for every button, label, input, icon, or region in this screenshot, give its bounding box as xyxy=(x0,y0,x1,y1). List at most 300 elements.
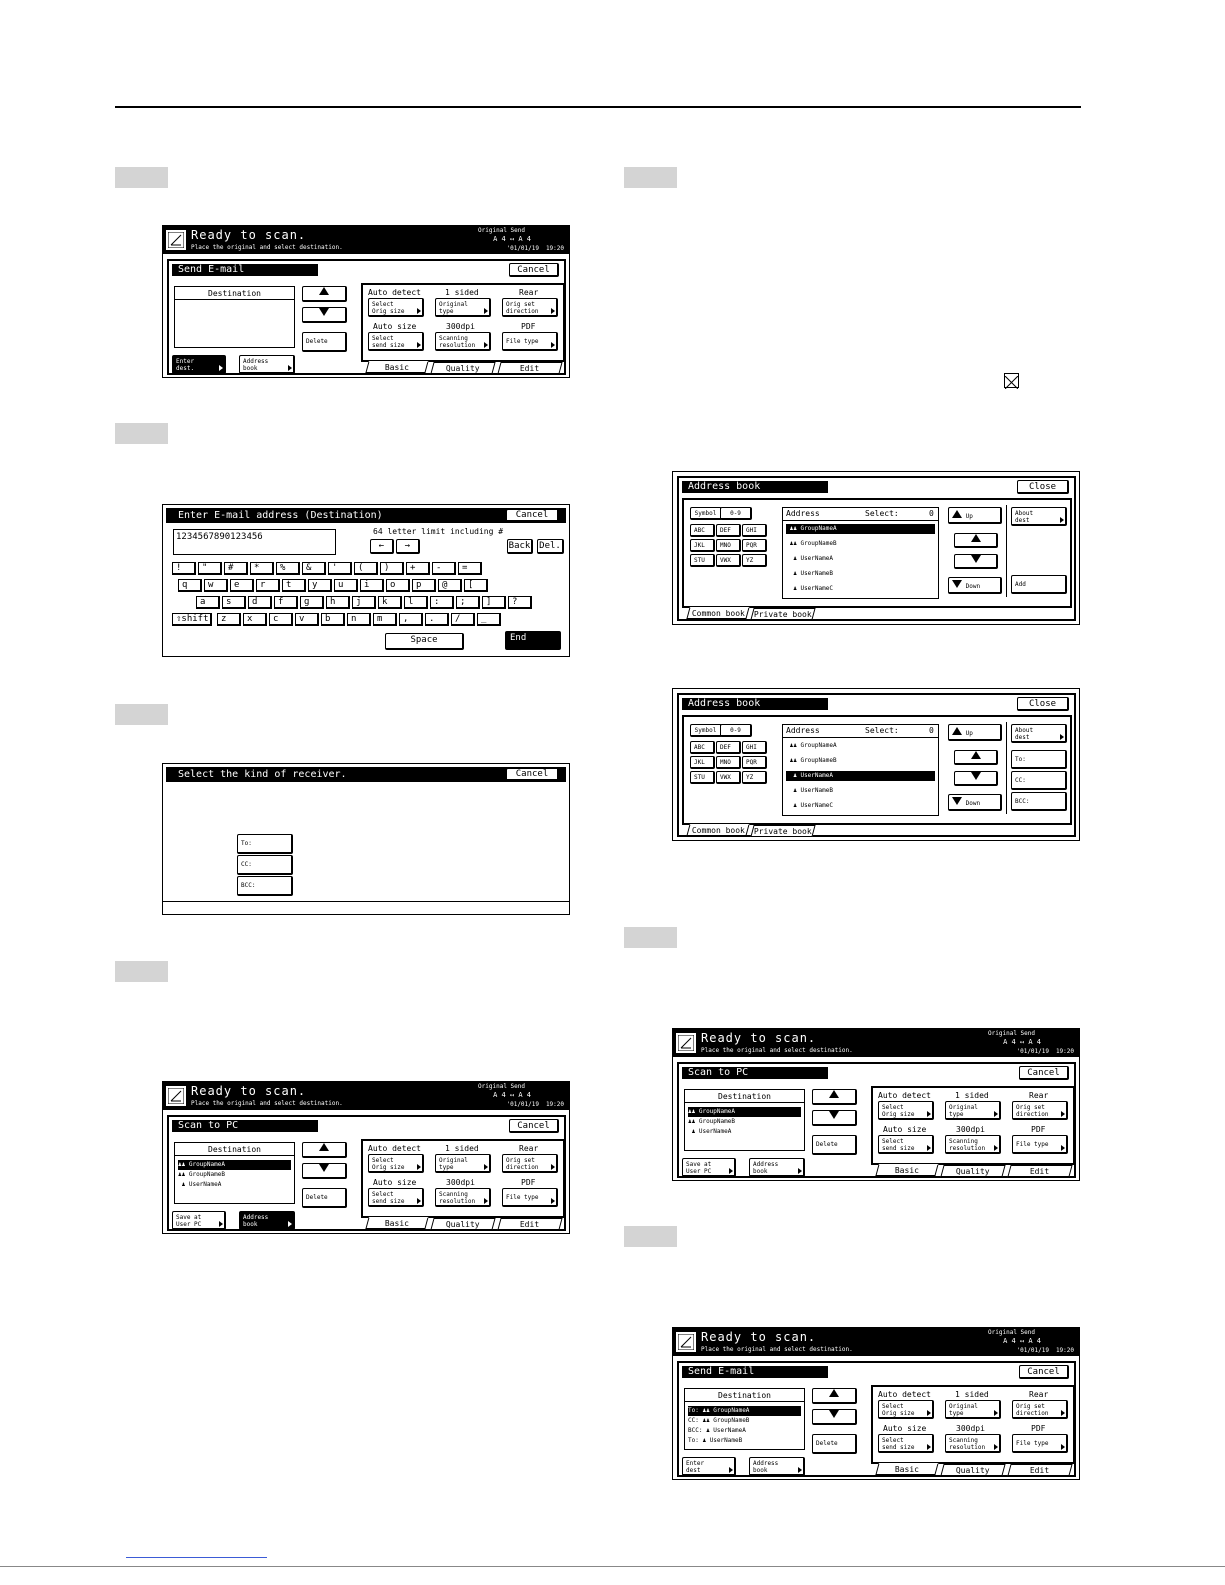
orig-set-direction-label: Orig set direction xyxy=(506,301,539,315)
orig-set-direction-button[interactable] xyxy=(502,298,558,317)
list-item[interactable]: ♟♟ GroupNameA xyxy=(786,742,837,749)
index-key[interactable]: VWX xyxy=(716,771,741,784)
pdf-label: PDF xyxy=(521,1178,536,1187)
dpi-label: 300dpi xyxy=(956,1424,985,1433)
scanner-icon xyxy=(676,1332,696,1352)
about-dest-button[interactable] xyxy=(1011,507,1067,526)
screen-title: Enter E-mail address (Destination) xyxy=(166,508,566,523)
select-orig-size-button[interactable] xyxy=(368,298,424,317)
select-orig-size-label: Select Orig size xyxy=(882,1104,915,1118)
list-item[interactable]: ♟♟ GroupNameB xyxy=(786,757,837,764)
orig-set-direction-label: Orig set direction xyxy=(1016,1104,1049,1118)
original-type-button[interactable] xyxy=(435,298,491,317)
index-key[interactable]: MNO xyxy=(716,539,741,552)
address-book-button[interactable] xyxy=(239,1211,295,1230)
keyboard-key[interactable]: = xyxy=(458,562,482,575)
keyboard-key[interactable]: - xyxy=(432,562,456,575)
cancel-button[interactable]: Cancel xyxy=(509,1119,559,1133)
address-book-button[interactable] xyxy=(749,1158,805,1177)
address-book-label: Address book xyxy=(753,1161,779,1175)
divider xyxy=(163,901,570,902)
status-header xyxy=(673,1328,1079,1356)
tab-quality[interactable] xyxy=(940,1464,1005,1476)
list-item[interactable]: CC: ♟♟ GroupNameB xyxy=(688,1417,750,1424)
page-down-button[interactable] xyxy=(948,794,1002,811)
keyboard-key[interactable]: h xyxy=(326,596,350,609)
index-key[interactable]: PQR xyxy=(742,756,767,769)
scroll-up-button[interactable] xyxy=(302,1142,347,1158)
tab-private-book-label: Private book xyxy=(753,827,812,836)
keyboard-key[interactable]: ; xyxy=(456,596,480,609)
numbers-key[interactable]: 0-9 xyxy=(720,724,752,737)
keyboard-key[interactable]: ? xyxy=(508,596,532,609)
up-arrow-icon xyxy=(829,1389,839,1397)
list-item[interactable]: ♟♟ GroupNameB xyxy=(688,1118,735,1125)
file-type-button[interactable] xyxy=(1012,1434,1068,1453)
keyboard-key[interactable]: u xyxy=(334,579,358,592)
close-button[interactable]: Close xyxy=(1017,480,1069,494)
keyboard-key[interactable]: " xyxy=(198,562,222,575)
cursor-right-button[interactable]: → xyxy=(396,539,420,554)
numbers-key[interactable]: 0-9 xyxy=(720,507,752,520)
tab-quality[interactable] xyxy=(430,1218,495,1230)
tab-quality[interactable] xyxy=(430,362,495,374)
list-item-label: UserNameA xyxy=(800,772,833,779)
to-button[interactable]: To: xyxy=(1011,750,1067,769)
scanning-resolution-button[interactable] xyxy=(435,1188,491,1207)
settings-panel xyxy=(361,1139,565,1218)
paper-size: A 4 ↤ A 4 xyxy=(1003,1337,1041,1345)
cc-button[interactable]: CC: xyxy=(237,855,293,875)
tab-private-book[interactable] xyxy=(750,825,815,837)
list-item[interactable]: ♟ UserNameA xyxy=(688,1128,732,1135)
select-label: Select: xyxy=(865,509,899,518)
scan-to-pc-screen xyxy=(162,1081,570,1234)
cc-button[interactable]: CC: xyxy=(1011,771,1067,790)
keyboard-key[interactable]: g xyxy=(300,596,324,609)
address-header: Address xyxy=(786,726,820,735)
select-orig-size-button[interactable] xyxy=(878,1400,934,1419)
tab-edit[interactable] xyxy=(1007,1165,1072,1177)
scroll-down-button[interactable] xyxy=(302,1163,347,1179)
down-arrow-icon xyxy=(319,1164,329,1172)
scroll-up-button[interactable] xyxy=(954,533,998,548)
cursor-left-button[interactable]: ← xyxy=(370,539,394,554)
bcc-button[interactable]: BCC: xyxy=(237,876,293,896)
list-item[interactable]: ♟♟ GroupNameA xyxy=(786,524,935,534)
list-item[interactable]: ♟ UserNameA xyxy=(786,771,935,781)
status-title: Ready to scan. xyxy=(701,1330,817,1344)
receiver-kind-screen xyxy=(162,763,570,915)
keyboard-key[interactable]: . xyxy=(425,613,449,626)
original-send-label: Original Send xyxy=(478,227,525,234)
select-orig-size-button[interactable] xyxy=(878,1101,934,1120)
keyboard-key[interactable]: a xyxy=(196,596,220,609)
keyboard-key[interactable]: z xyxy=(217,613,241,626)
page-down-button[interactable] xyxy=(948,577,1002,594)
auto-size-label: Auto size xyxy=(373,322,417,331)
orig-set-direction-button[interactable] xyxy=(1012,1400,1068,1419)
keyboard-key[interactable]: s xyxy=(222,596,246,609)
file-type-label: File type xyxy=(506,1194,539,1201)
bottom-rule xyxy=(0,1566,1225,1567)
address-book-label: Address book xyxy=(243,358,269,372)
end-button[interactable] xyxy=(505,631,561,650)
keyboard-key[interactable]: x xyxy=(243,613,267,626)
destination-header: Destination xyxy=(175,1143,294,1156)
about-dest-button[interactable] xyxy=(1011,724,1067,743)
list-item-label: GroupNameB xyxy=(800,540,837,547)
index-key[interactable]: ABC xyxy=(690,524,715,537)
tab-common-book[interactable] xyxy=(686,607,749,619)
screen-title: Send E-mail xyxy=(682,1366,828,1378)
tab-basic[interactable] xyxy=(365,1217,428,1229)
original-send-label: Original Send xyxy=(988,1030,1035,1037)
index-key[interactable]: ABC xyxy=(690,741,715,754)
keyboard-key[interactable]: m xyxy=(373,613,397,626)
screen-title: Select the kind of receiver. xyxy=(166,767,566,782)
list-item[interactable]: BCC: ♟ UserNameA xyxy=(688,1427,746,1434)
scanning-resolution-button[interactable] xyxy=(435,332,491,351)
delete-button[interactable]: Delete xyxy=(302,1188,347,1208)
scanning-resolution-label: Scanning resolution xyxy=(439,335,476,349)
screen-title: Send E-mail xyxy=(172,264,318,276)
down-arrow-icon xyxy=(952,797,962,805)
shift-icon: ⇧ xyxy=(176,614,182,624)
destination-list[interactable] xyxy=(174,286,295,348)
down-arrow-icon xyxy=(319,308,329,316)
tab-quality-label: Quality xyxy=(446,1220,480,1229)
original-type-label: Original type xyxy=(949,1104,978,1118)
scanner-icon xyxy=(676,1033,696,1053)
scroll-down-button[interactable] xyxy=(954,554,998,569)
keyboard-key[interactable]: p xyxy=(412,579,436,592)
page-up-button[interactable] xyxy=(948,507,1002,524)
settings-panel xyxy=(871,1385,1075,1464)
status-message: Place the original and select destination. xyxy=(701,1346,853,1353)
address-input[interactable] xyxy=(173,529,336,555)
keyboard-key[interactable]: , xyxy=(399,613,423,626)
tab-basic[interactable] xyxy=(875,1164,938,1176)
list-item[interactable]: ♟ UserNameB xyxy=(786,787,833,794)
save-at-label: Save at User PC xyxy=(686,1161,712,1175)
keyboard-key[interactable]: k xyxy=(378,596,402,609)
scanning-resolution-label: Scanning resolution xyxy=(439,1191,476,1205)
down-arrow-icon xyxy=(971,772,981,780)
keyboard-key[interactable]: [ xyxy=(464,579,488,592)
keyboard-key[interactable]: & xyxy=(302,562,326,575)
address-book-label: Address book xyxy=(753,1460,779,1474)
delete-button[interactable]: Delete xyxy=(302,332,347,352)
down-arrow-icon xyxy=(952,580,962,588)
index-key[interactable]: VWX xyxy=(716,554,741,567)
down-arrow-icon xyxy=(829,1111,839,1119)
tab-basic[interactable] xyxy=(875,1463,938,1475)
up-arrow-icon xyxy=(952,510,962,518)
up-arrow-icon xyxy=(952,727,962,735)
keyboard-key[interactable]: # xyxy=(224,562,248,575)
tab-private-book-label: Private book xyxy=(753,610,812,619)
select-orig-size-label: Select Orig size xyxy=(372,1157,405,1171)
paper-size: A 4 ↤ A 4 xyxy=(1003,1038,1041,1046)
keyboard-key[interactable]: o xyxy=(386,579,410,592)
shift-label: shift xyxy=(181,614,209,624)
tab-quality-label: Quality xyxy=(446,364,480,373)
tab-edit-label: Edit xyxy=(1030,1167,1050,1176)
list-item[interactable]: ♟ UserNameC xyxy=(786,802,833,809)
keyboard-key[interactable]: ] xyxy=(482,596,506,609)
keyboard-key[interactable]: w xyxy=(204,579,228,592)
dpi-label: 300dpi xyxy=(956,1125,985,1134)
tab-edit[interactable] xyxy=(1007,1464,1072,1476)
paper-size: A 4 ↤ A 4 xyxy=(493,1091,531,1099)
keyboard-key[interactable]: d xyxy=(248,596,272,609)
keyboard-key[interactable]: @ xyxy=(438,579,462,592)
list-item[interactable]: To: ♟ UserNameB xyxy=(688,1437,743,1444)
close-button[interactable]: Close xyxy=(1017,697,1069,711)
address-input-value: 1234567890123456 xyxy=(176,532,263,542)
scanning-resolution-button[interactable] xyxy=(945,1135,1001,1154)
scroll-down-button[interactable] xyxy=(812,1409,857,1425)
select-orig-size-label: Select Orig size xyxy=(372,301,405,315)
cancel-button[interactable]: Cancel xyxy=(506,509,559,522)
screen-title: Address book xyxy=(682,481,828,493)
up-arrow-icon xyxy=(971,751,981,759)
orig-set-direction-button[interactable] xyxy=(502,1154,558,1173)
save-at-user-pc-button[interactable] xyxy=(172,1211,226,1230)
address-book-screen-1 xyxy=(672,471,1080,625)
keyboard-key[interactable]: j xyxy=(352,596,376,609)
scroll-down-button[interactable] xyxy=(812,1110,857,1126)
select-send-size-button[interactable] xyxy=(368,1188,424,1207)
list-item[interactable]: To: ♟♟ GroupNameA xyxy=(688,1406,801,1416)
index-key[interactable]: JKL xyxy=(690,756,715,769)
keyboard-key[interactable]: y xyxy=(308,579,332,592)
keyboard-key[interactable]: : xyxy=(430,596,454,609)
main-frame xyxy=(677,1361,1076,1477)
add-button[interactable]: Add xyxy=(1011,575,1067,594)
scanner-icon xyxy=(166,1086,186,1106)
index-key[interactable]: DEF xyxy=(716,741,741,754)
list-item[interactable]: ♟ UserNameC xyxy=(786,585,833,592)
about-dest-label: About dest xyxy=(1015,727,1034,741)
keyboard-key[interactable]: ( xyxy=(354,562,378,575)
symbol-key[interactable]: Symbol xyxy=(690,507,722,520)
orig-set-direction-label: Orig set direction xyxy=(506,1157,539,1171)
keyboard-key[interactable]: ! xyxy=(172,562,196,575)
symbol-key[interactable]: Symbol xyxy=(690,724,722,737)
shift-key[interactable] xyxy=(172,613,212,626)
destination-list[interactable] xyxy=(684,1089,805,1151)
auto-detect-label: Auto detect xyxy=(368,1144,421,1153)
address-book-button[interactable] xyxy=(239,355,295,374)
back-button[interactable]: Back xyxy=(507,539,533,554)
select-send-size-button[interactable] xyxy=(368,332,424,351)
delete-button[interactable]: Delete xyxy=(812,1135,857,1155)
scroll-up-button[interactable] xyxy=(302,286,347,302)
index-key[interactable]: STU xyxy=(690,554,715,567)
tab-basic[interactable] xyxy=(365,361,428,373)
index-key[interactable]: DEF xyxy=(716,524,741,537)
paper-size: A 4 ↤ A 4 xyxy=(493,235,531,243)
list-item-label: GroupNameA xyxy=(713,1407,750,1414)
address-book-label: Address book xyxy=(243,1214,269,1228)
file-type-button[interactable] xyxy=(1012,1135,1068,1154)
index-key[interactable]: JKL xyxy=(690,539,715,552)
scroll-up-button[interactable] xyxy=(812,1089,857,1105)
scroll-up-button[interactable] xyxy=(954,750,998,765)
address-book-button[interactable] xyxy=(749,1457,805,1476)
original-type-button[interactable] xyxy=(945,1101,1001,1120)
index-key[interactable]: GHI xyxy=(742,524,767,537)
dpi-label: 300dpi xyxy=(446,1178,475,1187)
tab-common-book-label: Common book xyxy=(691,826,745,835)
original-type-label: Original type xyxy=(949,1403,978,1417)
to-button[interactable]: To: xyxy=(237,834,293,854)
keyboard-key[interactable]: i xyxy=(360,579,384,592)
select-send-size-label: Select send size xyxy=(372,1191,405,1205)
page-up-button[interactable] xyxy=(948,724,1002,741)
cancel-button[interactable]: Cancel xyxy=(506,768,559,781)
keyboard-key[interactable]: f xyxy=(274,596,298,609)
pdf-label: PDF xyxy=(521,322,536,331)
list-item-label: UserNameC xyxy=(800,585,833,592)
enter-dest-button[interactable] xyxy=(682,1457,736,1476)
index-key[interactable]: YZ xyxy=(742,554,767,567)
address-list[interactable] xyxy=(782,724,939,816)
vertical-divider xyxy=(1006,505,1007,597)
rear-label: Rear xyxy=(519,1144,539,1153)
select-count: 0 xyxy=(929,509,934,518)
list-item[interactable]: ♟♟ GroupNameB xyxy=(786,540,837,547)
scroll-up-button[interactable] xyxy=(812,1388,857,1404)
cancel-button[interactable]: Cancel xyxy=(509,263,559,277)
address-list[interactable] xyxy=(782,507,939,599)
scanning-resolution-button[interactable] xyxy=(945,1434,1001,1453)
keyboard-key[interactable]: n xyxy=(347,613,371,626)
top-rule xyxy=(115,106,1081,108)
select-send-size-button[interactable] xyxy=(878,1434,934,1453)
keyboard-key[interactable]: t xyxy=(282,579,306,592)
checkbox-icon xyxy=(1004,373,1019,388)
keyboard-key[interactable]: ' xyxy=(328,562,352,575)
destination-list[interactable] xyxy=(684,1388,805,1450)
list-item[interactable]: ♟ UserNameA xyxy=(178,1181,222,1188)
select-send-size-label: Select send size xyxy=(882,1437,915,1451)
screen-title: Scan to PC xyxy=(682,1067,828,1079)
scan-to-pc-screen-2 xyxy=(672,1028,1080,1181)
list-item[interactable]: ♟♟ GroupNameA xyxy=(688,1107,801,1117)
file-type-button[interactable] xyxy=(502,1188,558,1207)
index-key[interactable]: STU xyxy=(690,771,715,784)
bcc-button[interactable]: BCC: xyxy=(1011,792,1067,811)
list-item[interactable]: ♟ UserNameA xyxy=(786,555,833,562)
save-at-label: Save at User PC xyxy=(176,1214,202,1228)
select-send-size-label: Select send size xyxy=(372,335,405,349)
list-item[interactable]: ♟ UserNameB xyxy=(786,570,833,577)
cancel-button[interactable]: Cancel xyxy=(1019,1365,1069,1379)
step-marker-3 xyxy=(115,704,168,725)
up-label: Up xyxy=(965,730,973,737)
delete-button[interactable]: Delete xyxy=(812,1434,857,1454)
tab-private-book[interactable] xyxy=(750,608,815,620)
status-title: Ready to scan. xyxy=(191,228,307,242)
tab-quality[interactable] xyxy=(940,1165,1005,1177)
file-type-button[interactable] xyxy=(502,332,558,351)
time: 19:20 xyxy=(1055,1048,1074,1055)
destination-list[interactable] xyxy=(174,1142,295,1204)
scroll-down-button[interactable] xyxy=(302,307,347,323)
keyboard-key[interactable]: e xyxy=(230,579,254,592)
keyboard-key[interactable]: / xyxy=(451,613,475,626)
step-marker-7 xyxy=(624,1226,677,1247)
list-item-label: GroupNameB xyxy=(188,1171,225,1178)
index-key[interactable]: MNO xyxy=(716,756,741,769)
select-orig-size-label: Select Orig size xyxy=(882,1403,915,1417)
index-key[interactable]: YZ xyxy=(742,771,767,784)
list-item-label: UserNameA xyxy=(698,1128,732,1135)
scroll-down-button[interactable] xyxy=(954,771,998,786)
destination-header: Destination xyxy=(175,287,294,300)
keyboard-key[interactable]: v xyxy=(295,613,319,626)
date: '01/01/19 xyxy=(506,245,539,252)
original-type-button[interactable] xyxy=(945,1400,1001,1419)
keyboard-key[interactable]: c xyxy=(269,613,293,626)
keyboard-key[interactable]: l xyxy=(404,596,428,609)
file-type-label: File type xyxy=(506,338,539,345)
main-frame xyxy=(677,1062,1076,1178)
keyboard-key[interactable]: b xyxy=(321,613,345,626)
date: '01/01/19 xyxy=(506,1101,539,1108)
index-key[interactable]: PQR xyxy=(742,539,767,552)
cancel-button[interactable]: Cancel xyxy=(1019,1066,1069,1080)
keyboard-key[interactable]: ) xyxy=(380,562,404,575)
list-item-label: GroupNameB xyxy=(698,1118,735,1125)
orig-set-direction-button[interactable] xyxy=(1012,1101,1068,1120)
enter-dest-button[interactable] xyxy=(172,355,226,374)
keyboard-key[interactable]: + xyxy=(406,562,430,575)
delete-button[interactable]: Del. xyxy=(537,539,564,554)
book-panel xyxy=(682,715,1072,825)
select-orig-size-button[interactable] xyxy=(368,1154,424,1173)
keyboard-key[interactable]: r xyxy=(256,579,280,592)
tab-common-book[interactable] xyxy=(686,824,749,836)
keyboard-key[interactable]: % xyxy=(276,562,300,575)
original-type-button[interactable] xyxy=(435,1154,491,1173)
end-label: End xyxy=(510,633,527,643)
scanning-resolution-label: Scanning resolution xyxy=(949,1437,986,1451)
status-title: Ready to scan. xyxy=(191,1084,307,1098)
tab-edit[interactable] xyxy=(497,1218,562,1230)
list-item[interactable]: ♟♟ GroupNameA xyxy=(178,1160,291,1170)
list-item[interactable]: ♟♟ GroupNameB xyxy=(178,1171,225,1178)
destination-header: Destination xyxy=(685,1090,804,1103)
keyboard-key[interactable]: q xyxy=(178,579,202,592)
sided-label: 1 sided xyxy=(445,1144,479,1153)
save-at-user-pc-button[interactable] xyxy=(682,1158,736,1177)
enter-dest-label: Enter dest xyxy=(686,1460,705,1474)
select-send-size-button[interactable] xyxy=(878,1135,934,1154)
auto-size-label: Auto size xyxy=(373,1178,417,1187)
index-key[interactable]: GHI xyxy=(742,741,767,754)
date: '01/01/19 xyxy=(1016,1048,1049,1055)
keyboard-key[interactable]: * xyxy=(250,562,274,575)
keyboard-key[interactable]: _ xyxy=(477,613,501,626)
dpi-label: 300dpi xyxy=(446,322,475,331)
tab-edit-label: Edit xyxy=(1030,1466,1050,1475)
tab-edit[interactable] xyxy=(497,362,562,374)
space-button[interactable]: Space xyxy=(385,633,464,650)
